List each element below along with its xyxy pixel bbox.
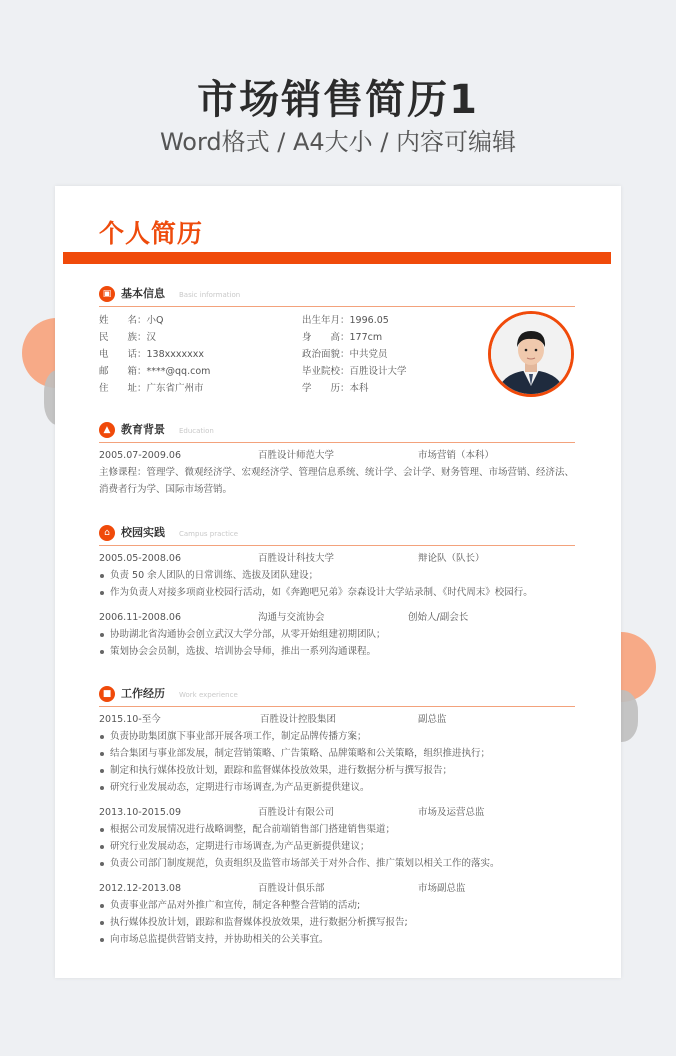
list-item: 结合集团与事业部发展，制定营销策略、广告策略、品牌策略和公关策略，组织推进执行； [99, 745, 575, 762]
entry-header: 2006.11-2008.06 沟通与交流协会 创始人/副会长 [99, 612, 469, 623]
section-title: 工作经历 [121, 687, 165, 700]
list-item: 负责公司部门制度规范，负责组织及监管市场部关于对外合作、推广策划以相关工作的落实。 [99, 855, 575, 872]
section-education [99, 422, 575, 498]
entry-header: 2005.07-2009.06 百胜设计师范大学 市场营销（本科） [99, 450, 495, 461]
list-item: 执行媒体投放计划，跟踪和监督媒体投放效果，进行数据分析撰写报告; [99, 914, 575, 931]
info-row: 政治面貌：中共党员 [302, 349, 388, 360]
info-row: 出生年月：1996.05 [302, 315, 389, 326]
resume-title: 个人简历 [99, 219, 204, 248]
list-item: 负责协助集团旗下事业部开展各项工作，制定品牌传播方案； [99, 728, 575, 745]
list-item: 研究行业发展动态，定期进行市场调查,为产品更新提供建议。 [99, 779, 575, 796]
info-row: 邮 箱：****@qq.com [99, 366, 211, 377]
section-campus [99, 525, 575, 660]
section-title: 校园实践 [121, 526, 165, 539]
info-row: 毕业院校：百胜设计大学 [302, 366, 407, 377]
graduation-cap-icon: ▲ [99, 422, 115, 438]
section-subtitle: Education [179, 427, 214, 435]
section-title: 教育背景 [121, 423, 165, 436]
courses-text: 消费者行为学、国际市场营销。 [99, 484, 233, 495]
list-item: 负责 50 余人团队的日常训练、选拔及团队建设； [99, 567, 575, 584]
entry-header: 2013.10-2015.09 百胜设计有限公司 市场及运营总监 [99, 807, 485, 818]
list-item: 协助湖北省沟通协会创立武汉大学分部，从零开始组建初期团队； [99, 626, 575, 643]
info-row: 民 族：汉 [99, 332, 157, 343]
info-row: 学 历：本科 [302, 383, 369, 394]
list-item: 作为负责人对接多项商业校园行活动，如《奔跑吧兄弟》奈森设计大学站录制、《时代周末》校园行。 [99, 584, 575, 601]
section-subtitle: Work experience [179, 691, 238, 699]
id-card-icon: ▣ [99, 286, 115, 302]
page-title: 市场销售简历1 [197, 77, 479, 123]
section-subtitle: Campus practice [179, 530, 239, 538]
courses-text: 主修课程：管理学、微观经济学、宏观经济学、管理信息系统、统计学、会计学、财务管理、市场营销、经济法、 [99, 467, 575, 478]
section-header [99, 525, 575, 546]
page-subtitle: Word格式 / A4大小 / 内容可编辑 [159, 128, 517, 156]
info-row: 电 话：138xxxxxxx [99, 349, 205, 360]
section-basic-info [99, 286, 575, 307]
section-subtitle: Basic information [179, 291, 241, 299]
list-item: 制定和执行媒体投放计划，跟踪和监督媒体投放效果，进行数据分析与撰写报告； [99, 762, 575, 779]
entry-header: 2012.12-2013.08 百胜设计俱乐部 市场副总监 [99, 883, 466, 894]
section-header [99, 286, 575, 307]
resume-sheet [55, 186, 621, 978]
info-row: 姓 名：小Q [99, 315, 164, 326]
entry-header: 2005.05-2008.06 百胜设计科技大学 辩论队（队长） [99, 553, 485, 564]
entry-header: 2015.10-至今 百胜设计控股集团 副总监 [99, 714, 447, 725]
list-item: 策划协会会员制，选拔、培训协会导师，推出一系列沟通课程。 [99, 643, 575, 660]
info-row: 住 址：广东省广州市 [99, 383, 204, 394]
info-row: 身 高：177cm [302, 332, 383, 343]
briefcase-icon: ■ [99, 686, 115, 702]
header-bar [63, 252, 611, 264]
section-work [99, 686, 575, 948]
list-item: 根据公司发展情况进行战略调整，配合前端销售部门搭建销售渠道； [99, 821, 575, 838]
list-item: 研究行业发展动态，定期进行市场调查,为产品更新提供建议； [99, 838, 575, 855]
section-header [99, 686, 575, 707]
building-icon: ⌂ [99, 525, 115, 541]
avatar [491, 314, 571, 394]
list-item: 向市场总监提供营销支持，并协助相关的公关事宜。 [99, 931, 575, 948]
list-item: 负责事业部产品对外推广和宣传，制定各种整合营销的活动; [99, 897, 575, 914]
section-header [99, 422, 575, 443]
profile-photo [488, 311, 574, 397]
section-title: 基本信息 [121, 287, 165, 300]
